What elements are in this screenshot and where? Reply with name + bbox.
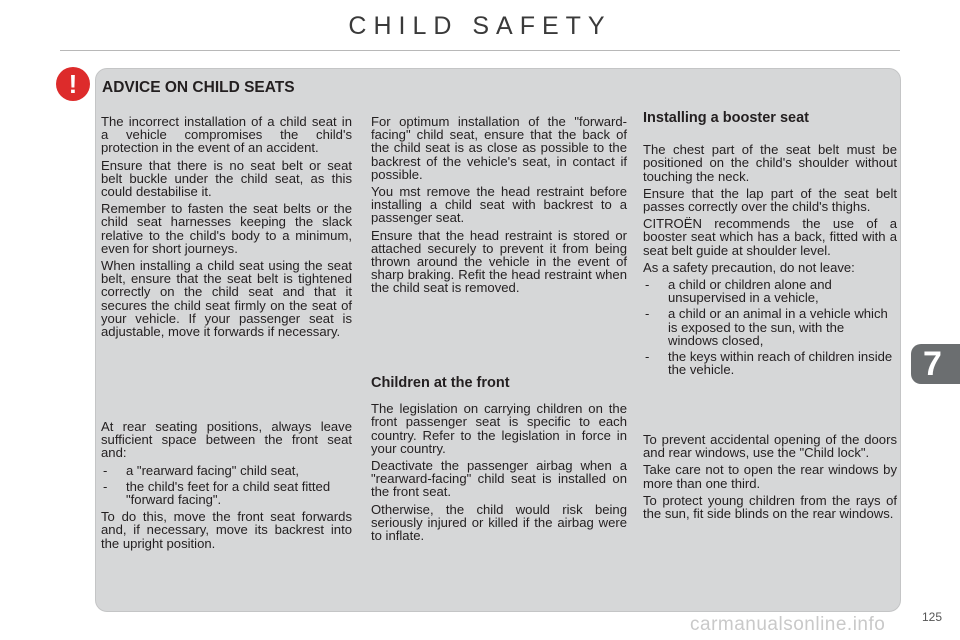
paragraph: Ensure that there is no seat belt or seat belt buckle under the child seat, as this could destabilise it. — [101, 157, 352, 200]
paragraph: CITROËN recommends the use of a booster seat which has a back, fitted with a seat belt guide at shoulder level. — [643, 216, 897, 258]
paragraph: The chest part of the seat belt must be positioned on the child's shoulder without touching the neck. — [643, 142, 897, 184]
column-1-top — [101, 115, 352, 342]
subheading-booster-seat: Installing a booster seat — [643, 110, 809, 126]
paragraph: As a safety precaution, do not leave: — [643, 259, 855, 275]
page-number: 125 — [921, 610, 942, 624]
column-2-bottom — [371, 377, 627, 546]
column-3-top — [643, 112, 897, 380]
paragraph: Otherwise, the child would risk being seriously injured or killed if the airbag were to inflate. — [371, 501, 627, 544]
paragraph: To prevent accidental opening of the doors and rear windows, use the "Child lock". — [643, 432, 897, 461]
list-item: - the keys within reach of children inside the vehicle. — [645, 349, 893, 378]
subheading-children-front: Children at the front — [371, 375, 510, 391]
list-item: - a child or children alone and unsupervised in a vehicle, — [645, 277, 832, 306]
paragraph: When installing a child seat using the seat belt, ensure that the seat belt is tightened correctly on the child seat and that it secures the child seat firmly on the seat of your vehicle. If your passenger seat is adjustable, move it forwards if necessary. — [101, 258, 352, 340]
paragraph: Ensure that the lap part of the seat belt passes correctly over the child's thighs. — [643, 185, 897, 215]
paragraph: Remember to fasten the seat belts or the child seat harnesses keeping the slack relative to the child's body to a minimum, even for short journeys. — [101, 201, 352, 256]
column-3-bottom — [643, 433, 897, 524]
paragraph: For optimum installation of the "forward-facing" child seat, ensure that the back of the child seat is as close as possible to the backrest of the vehicle's seat, in contact if possible. — [371, 114, 627, 182]
paragraph: You mst remove the head restraint before installing a child seat with backrest to a passenger seat. — [371, 184, 627, 226]
list-item: - the child's feet for a child seat fitted "forward facing". — [103, 478, 331, 508]
exclamation-icon: ! — [56, 67, 90, 101]
paragraph: Ensure that the head restraint is stored or attached securely to prevent it from being thrown around the vehicle in the event of sharp braking. Refit the head restraint when the child seat is removed. — [371, 227, 627, 296]
paragraph: Take care not to open the rear windows by more than one third. — [643, 462, 897, 491]
title-divider — [60, 50, 900, 51]
chapter-tab: 7 — [911, 344, 960, 384]
precaution-list — [643, 278, 897, 376]
section-heading: ADVICE ON CHILD SEATS — [102, 79, 295, 96]
rear-seat-list — [101, 464, 352, 507]
watermark: carmanualsonline.info — [690, 614, 886, 635]
list-item: - a "rearward facing" child seat, — [103, 462, 300, 478]
paragraph: The legislation on carrying children on the front passenger seat is specific to each country. Refer to the legislation in force in your country. — [371, 401, 627, 456]
paragraph: At rear seating positions, always leave sufficient space between the front seat and: — [101, 419, 352, 461]
page-title: CHILD SAFETY — [348, 12, 612, 40]
list-item: - a child or an animal in a vehicle which is exposed to the sun, with the windows closed, — [645, 306, 888, 348]
paragraph: To do this, move the front seat forwards and, if necessary, move its backrest into the upright position. — [101, 509, 352, 551]
column-2-top — [371, 115, 627, 299]
column-1-bottom — [101, 420, 352, 554]
paragraph: To protect young children from the rays of the sun, fit side blinds on the rear windows. — [643, 492, 897, 522]
paragraph: Deactivate the passenger airbag when a "rearward-facing" child seat is installed on the front seat. — [371, 458, 627, 500]
paragraph: The incorrect installation of a child seat in a vehicle compromises the child's protection in the event of an accident. — [101, 114, 352, 156]
